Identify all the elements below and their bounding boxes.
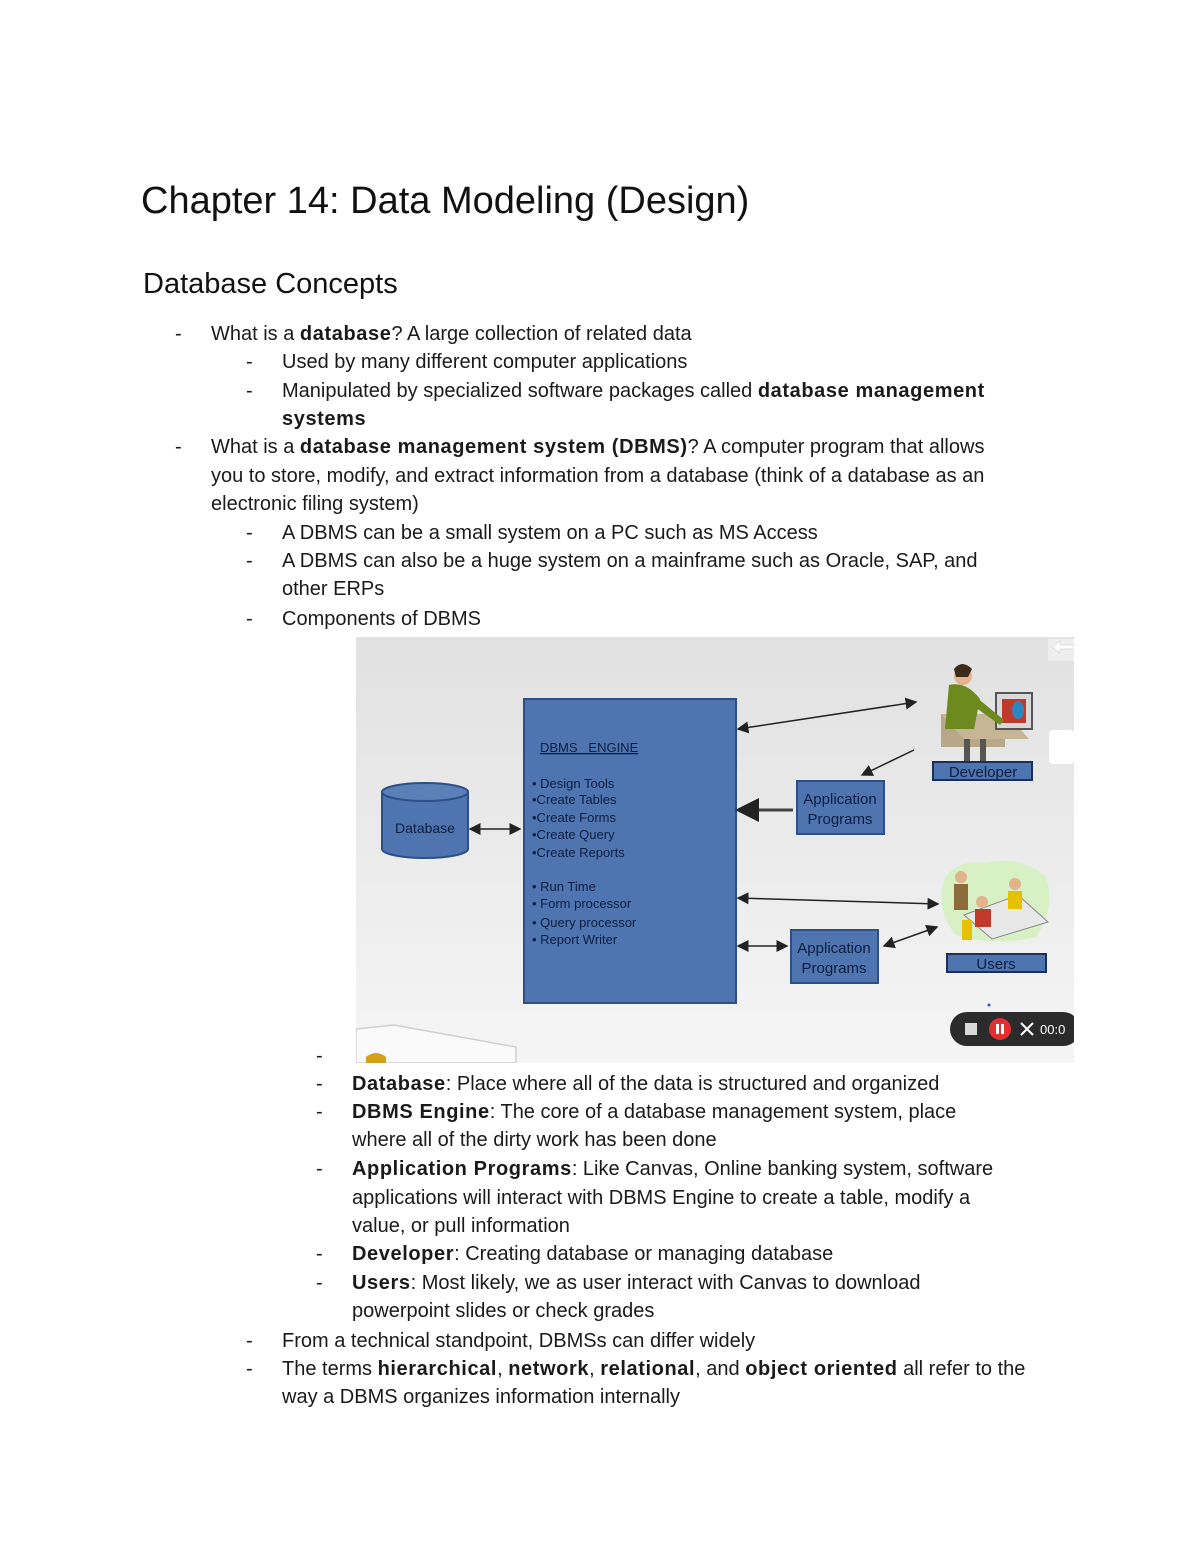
users-label: Users [976,956,1016,973]
bullet-dash: - [316,1101,323,1123]
app1-label-line2: Programs [807,811,873,828]
users-clipart [942,861,1050,942]
engine-item: • Report Writer [532,932,618,947]
bullet-dash: - [316,1045,323,1067]
app1-label-line1: Application [803,791,877,808]
side-tab [1049,730,1074,764]
def-app-programs-l3: value, or pull information [352,1215,570,1237]
page-title: Chapter 14: Data Modeling (Design) [141,180,750,222]
engine-item: • Query processor [532,915,637,930]
database-cylinder [382,783,468,858]
bullet-technical: From a technical standpoint, DBMSs can differ widely [282,1330,756,1352]
arrow-left-icon [1048,639,1074,661]
bullet-dash: - [316,1073,323,1095]
dbms-components-diagram [356,637,1074,1063]
engine-item: •Create Query [532,827,615,842]
engine-item: • Design Tools [532,776,615,791]
arrow-engine-developer [738,702,916,729]
arrow-dev-app1 [862,750,914,775]
def-dbms-engine-cont: where all of the dirty work has been done [352,1129,717,1151]
bullet-huge-system: A DBMS can also be a huge system on a mainframe such as Oracle, SAP, and [282,550,978,572]
bullet-dash: - [246,608,253,630]
engine-item: •Create Forms [532,810,617,825]
bullet-dash: - [246,380,253,402]
bullet-dash: - [246,550,253,572]
def-dbms-engine: DBMS Engine: The core of a database management system, place [352,1101,957,1123]
bullet-dash: - [316,1272,323,1294]
def-database: Database: Place where all of the data is structured and organized [352,1073,940,1095]
bullet-dbms-l2: you to store, modify, and extract information from a database (think of a database as an [211,465,985,487]
screen-recorder-bar[interactable] [950,1012,1074,1046]
bullet-manipulated-cont: systems [282,408,367,430]
bullet-small-system: A DBMS can be a small system on a PC such as MS Access [282,522,818,544]
arrow-engine-users [738,898,938,904]
bullet-manipulated: Manipulated by specialized software packages called database management [282,380,985,402]
pause-icon[interactable] [989,1018,1011,1040]
engine-title: DBMS ENGINE [540,740,639,755]
def-users-cont: powerpoint slides or check grades [352,1300,655,1322]
developer-clipart [941,664,1032,763]
def-developer: Developer: Creating database or managing database [352,1243,834,1265]
developer-label: Developer [948,764,1018,781]
bullet-dash: - [246,1330,253,1352]
dot [988,1004,991,1007]
bullet-terms: The terms hierarchical, network, relational, and object oriented all refer to the [282,1358,1026,1380]
app2-label-line2: Programs [801,960,867,977]
bullet-dash: - [246,1358,253,1380]
bullet-dash: - [246,351,253,373]
bullet-components: Components of DBMS [282,608,481,630]
bullet-dash: - [316,1158,323,1180]
bullet-dbms: What is a database management system (DBMS)? A computer program that allows [211,436,985,458]
recorder-time: 00:0 [1040,1022,1066,1037]
app2-label-line1: Application [797,940,871,957]
bullet-dash: - [316,1243,323,1265]
bullet-used-by: Used by many different computer applications [282,351,688,373]
bullet-database: What is a database? A large collection of related data [211,323,692,345]
def-users: Users: Most likely, we as user interact with Canvas to download [352,1272,921,1294]
bullet-dbms-l3: electronic filing system) [211,493,419,515]
section-heading: Database Concepts [143,268,398,300]
database-label: Database [395,820,455,836]
bullet-dash: - [246,522,253,544]
bullet-dash: - [175,323,182,345]
stop-icon[interactable] [965,1023,977,1035]
def-app-programs-l2: applications will interact with DBMS Engine to create a table, modify a [352,1187,971,1209]
bullet-huge-system-cont: other ERPs [282,578,385,600]
arrow-app2-users [884,927,937,946]
bullet-dash: - [175,436,182,458]
engine-item: •Create Reports [532,845,625,860]
engine-item: • Form processor [532,896,632,911]
engine-item: •Create Tables [532,792,617,807]
diagram-svg [356,637,1074,1063]
bullet-terms-cont: way a DBMS organizes information internally [282,1386,680,1408]
engine-item: • Run Time [532,879,596,894]
def-app-programs: Application Programs: Like Canvas, Online banking system, software [352,1158,994,1180]
